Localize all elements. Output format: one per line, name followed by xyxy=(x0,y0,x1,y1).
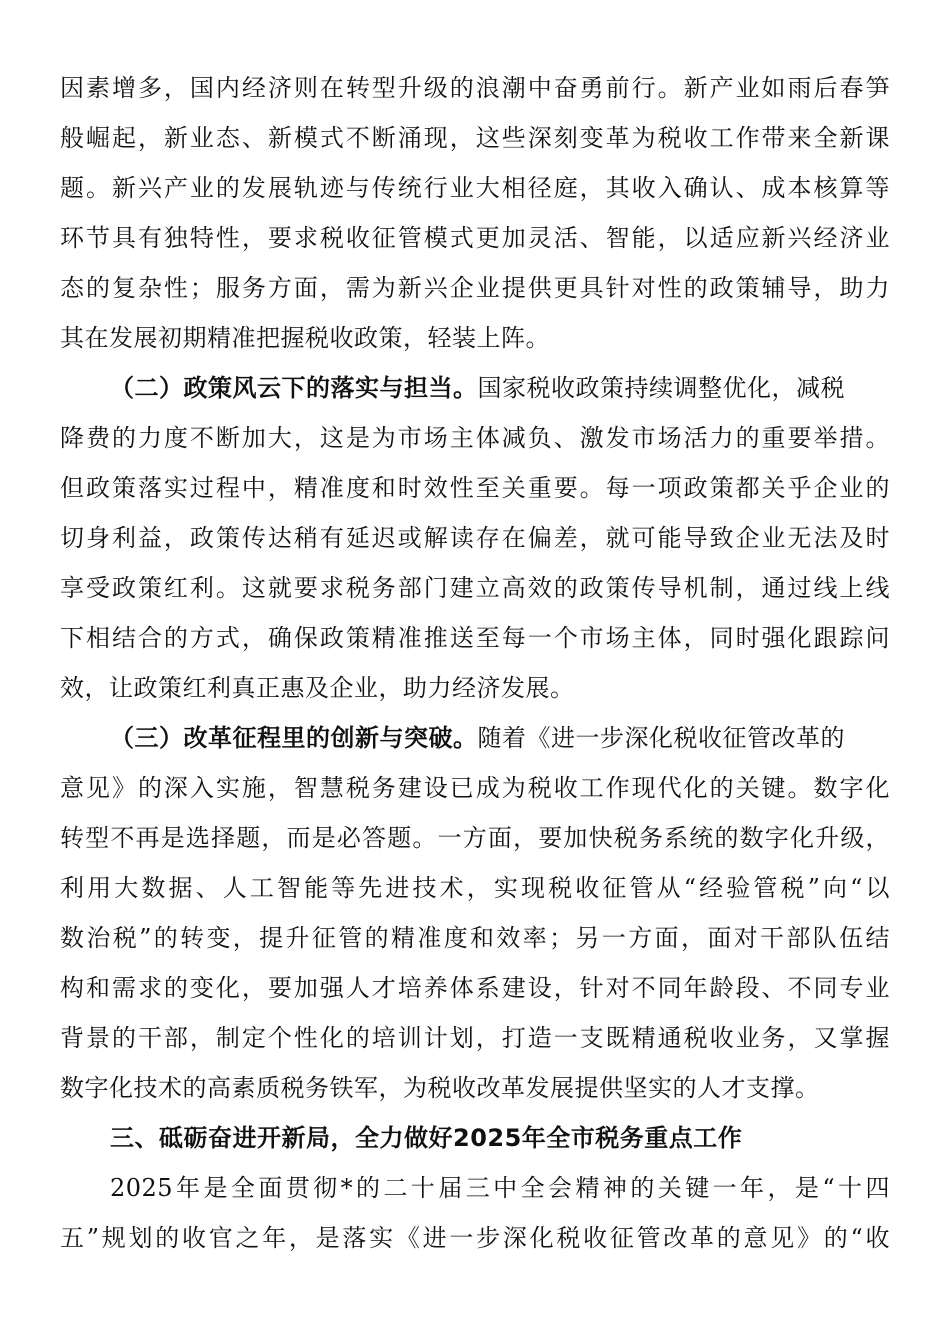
section3-line-4: 利用大数据、人工智能等先进技术，实现税收征管从“经验管税”向“以 xyxy=(60,874,890,902)
section3-line-8: 数字化技术的高素质税务铁军，为税收改革发展提供坚实的人才支撑。 xyxy=(60,1074,820,1102)
section3-heading: （三）改革征程里的创新与突破。 xyxy=(110,724,478,752)
para-final-line-1: 2025年是全面贯彻*的二十届三中全会精神的关键一年，是“十四 xyxy=(110,1174,890,1202)
section3-line-7: 背景的干部，制定个性化的培训计划，打造一支既精通税收业务，又掌握 xyxy=(60,1024,890,1052)
para1-line-5: 态的复杂性；服务方面，需为新兴企业提供更具针对性的政策辅导，助力 xyxy=(60,274,890,302)
section2-first-line-text: 国家税收政策持续调整优化，减税 xyxy=(477,374,845,402)
para1-line-2: 般崛起，新业态、新模式不断涌现，这些深刻变革为税收工作带来全新课 xyxy=(60,124,890,152)
section2-heading: （二）政策风云下的落实与担当。 xyxy=(110,374,478,402)
section3-first-line xyxy=(110,722,890,754)
section3-line-5: 数治税”的转变，提升征管的精准度和效率；另一方面，面对干部队伍结 xyxy=(60,924,890,952)
section2-line-4: 切身利益，政策传达稍有延迟或解读存在偏差，就可能导致企业无法及时 xyxy=(60,524,890,552)
para1-line-4: 环节具有独特性，要求税收征管模式更加灵活、智能，以适应新兴经济业 xyxy=(60,224,890,252)
section3-line-2: 意见》的深入实施，智慧税务建设已成为税收工作现代化的关键。数字化 xyxy=(60,774,890,802)
section3-line-3: 转型不再是选择题，而是必答题。一方面，要加快税务系统的数字化升级， xyxy=(60,824,890,852)
section2-line-7: 效，让政策红利真正惠及企业，助力经济发展。 xyxy=(60,674,575,702)
para1-line-1: 因素增多，国内经济则在转型升级的浪潮中奋勇前行。新产业如雨后春笋 xyxy=(60,74,890,102)
section3-line-6: 构和需求的变化，要加强人才培养体系建设，针对不同年龄段、不同专业 xyxy=(60,974,890,1002)
section2-line-6: 下相结合的方式，确保政策精准推送至每一个市场主体，同时强化跟踪问 xyxy=(60,624,890,652)
section3-first-line-text: 随着《进一步深化税收征管改革的 xyxy=(477,724,845,752)
section2-line-2: 降费的力度不断加大，这是为市场主体减负、激发市场活力的重要举措。 xyxy=(60,424,890,452)
para1-line-6: 其在发展初期精准把握税收政策，轻装上阵。 xyxy=(60,324,550,352)
chapter3-heading: 三、砥砺奋进开新局，全力做好2025年全市税务重点工作 xyxy=(110,1124,743,1152)
section2-line-3: 但政策落实过程中，精准度和时效性至关重要。每一项政策都关乎企业的 xyxy=(60,474,890,502)
section2-line-5: 享受政策红利。这就要求税务部门建立高效的政策传导机制，通过线上线 xyxy=(60,574,890,602)
para-final-line-2: 五”规划的收官之年，是落实《进一步深化税收征管改革的意见》的“收 xyxy=(60,1224,890,1252)
section2-first-line xyxy=(110,372,890,404)
para1-line-3: 题。新兴产业的发展轨迹与传统行业大相径庭，其收入确认、成本核算等 xyxy=(60,174,890,202)
